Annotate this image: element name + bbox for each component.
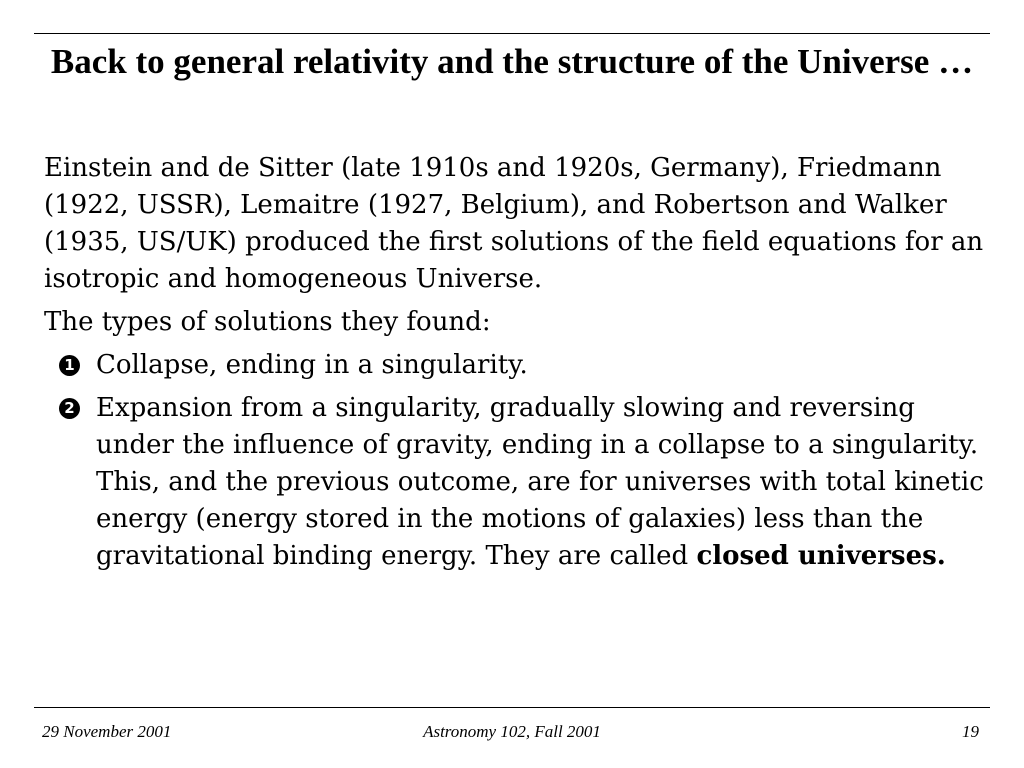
bottom-divider xyxy=(34,707,990,708)
number-one-icon: 1 xyxy=(59,355,80,376)
footer-course: Astronomy 102, Fall 2001 xyxy=(423,722,601,741)
number-two-icon: 2 xyxy=(59,398,80,419)
slide-title: Back to general relativity and the structure of the Universe … xyxy=(50,42,974,81)
bullet-item-collapse xyxy=(44,347,984,384)
bullet-text: Expansion from a singularity, gradually slowing and reversing under the influence of gravity, ending in a collapse to a singularity. xyxy=(96,393,979,460)
closed-universes-term: closed universes. xyxy=(696,541,946,571)
footer-page-number: 19 xyxy=(962,722,979,741)
slide-body xyxy=(44,150,984,575)
types-intro-paragraph: The types of solutions they found: xyxy=(44,307,491,337)
intro-paragraph: Einstein and de Sitter (late 1910s and 1920s, Germany), Friedmann (1922, USSR), Lemaitre (1927, Belgium), and Robertson and Walker (1935, US/UK) produced the first solutions of the field equations for an isotropic and homogeneous Universe. xyxy=(44,153,984,294)
bullet-note-text: This, and the previous outcome, are for universes with total kinetic energy (energy stored in the motions of galaxies) less than the gravitational binding energy. They are called xyxy=(96,467,984,571)
footer-date: 29 November 2001 xyxy=(42,722,172,741)
bullet-item-expansion xyxy=(44,390,984,575)
top-divider xyxy=(34,33,990,34)
bullet-text: Collapse, ending in a singularity. xyxy=(96,350,528,380)
